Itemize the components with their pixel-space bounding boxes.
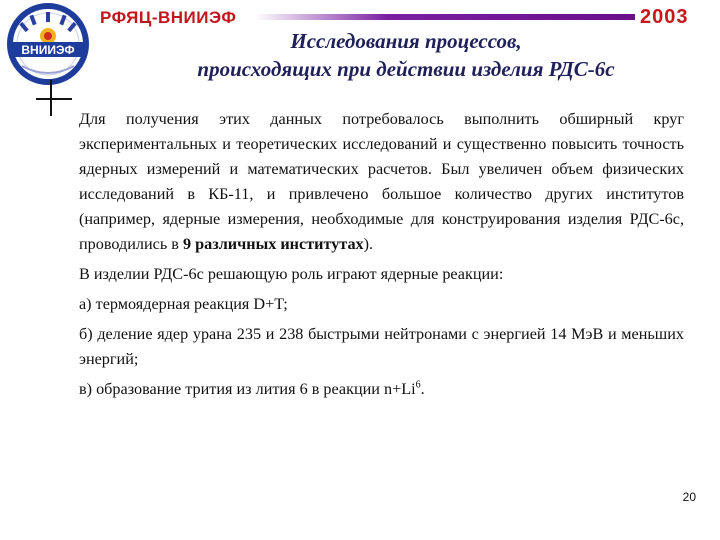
- paragraph-5-end: .: [420, 380, 425, 398]
- header-gradient-bar: [255, 14, 635, 20]
- logo-emblem-icon: [2, 2, 94, 86]
- slide-title-line-2: происходящих при действии изделия РДС-6с: [197, 57, 615, 81]
- paragraph-1: [32, 107, 684, 257]
- paragraph-5: [32, 377, 684, 402]
- header-year: 2003: [640, 6, 689, 28]
- paragraph-4: б) деление ядер урана 235 и 238 быстрыми нейтронами с энергией 14 МэВ и меньших энергий;: [79, 325, 684, 368]
- paragraph-3: а) термоядерная реакция D+T;: [79, 295, 288, 313]
- organization-name: РФЯЦ-ВНИИЭФ: [100, 8, 237, 27]
- slide-title: [96, 27, 716, 83]
- logo-text: ВНИИЭФ: [21, 43, 75, 57]
- paragraph-5-text: в) образование трития из лития 6 в реакции n+Li: [79, 380, 416, 398]
- page-number: 20: [682, 490, 696, 504]
- paragraph-1-bold: 9 различных институтах: [182, 235, 364, 253]
- paragraph-1-end: ).: [363, 235, 374, 253]
- paragraph-1-text: Для получения этих данных потребовалось выполнить обширный круг экспериментальных и теоретических исследований и существенно повысить точность ядерных измерений и математических расчетов. Был увеличен объем физических исследований в КБ-11, и привлечено большое количество других институтов (например, ядерные измерения, необходимые для конструирования изделия РДС-6с, проводились в: [79, 110, 684, 253]
- institute-logo: [2, 2, 94, 86]
- body-text: [32, 107, 684, 402]
- slide-title-line-1: Исследования процессов,: [290, 29, 522, 53]
- crosshair-horizontal: [36, 98, 72, 100]
- paragraph-2: В изделии РДС-6с решающую роль играют ядерные реакции:: [79, 265, 504, 283]
- paragraph-5-superscript: 6: [415, 379, 421, 391]
